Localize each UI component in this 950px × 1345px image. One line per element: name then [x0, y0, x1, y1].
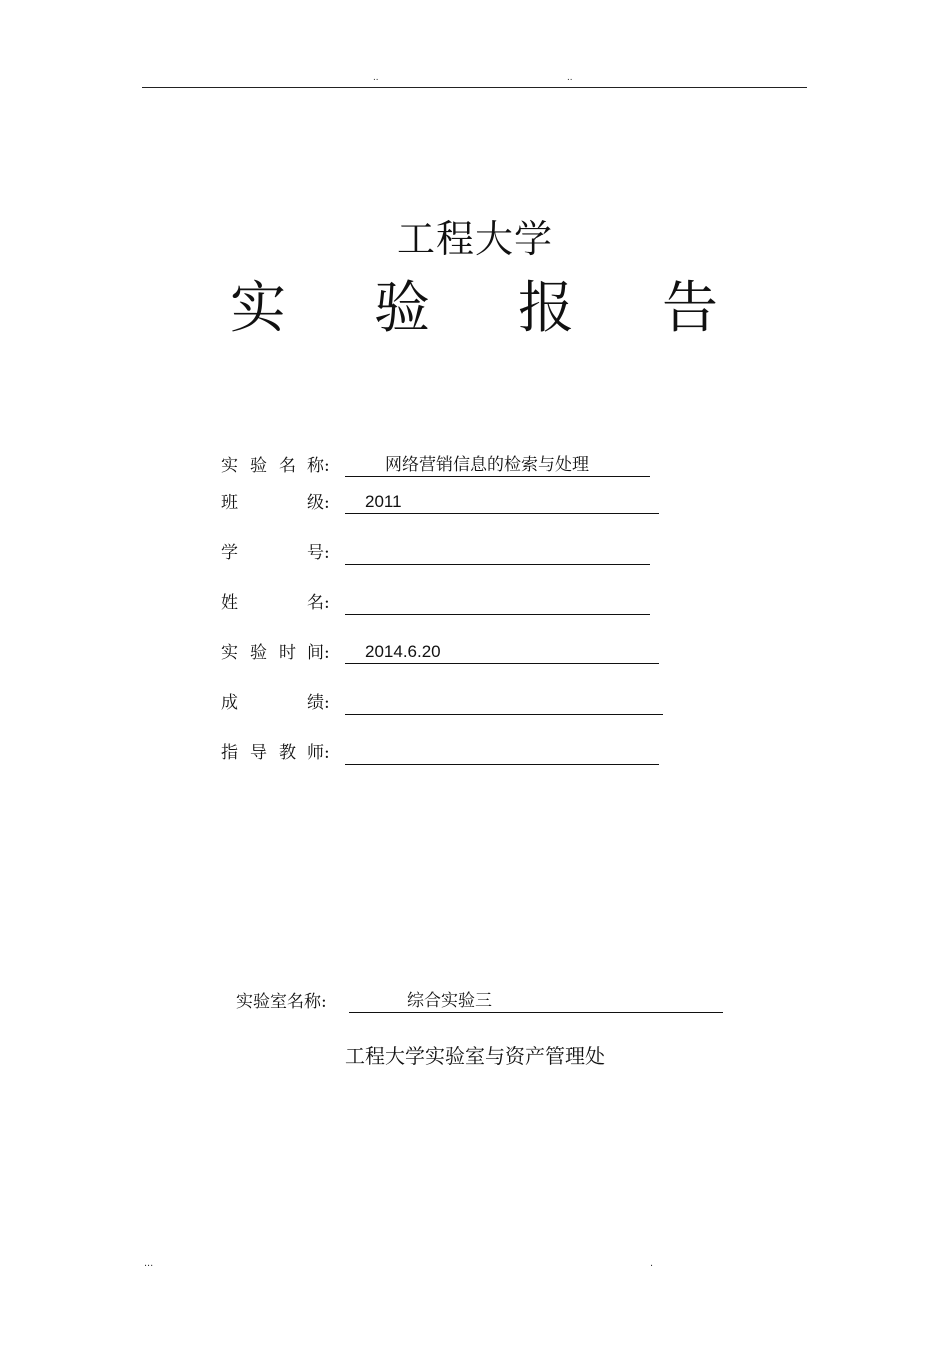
grade-field — [345, 690, 663, 715]
label-char: 名 — [279, 456, 296, 476]
label-char: 学 — [221, 543, 238, 563]
label-char: 班 — [221, 493, 238, 513]
report-title-char-2: 验 — [374, 276, 430, 341]
label-char: 时 — [279, 643, 296, 663]
label-char: 师: — [307, 743, 330, 763]
university-title: 工程大学 — [396, 217, 553, 261]
label-char: 号: — [307, 543, 330, 563]
experiment-name-field: 网络营销信息的检索与处理 — [345, 453, 650, 477]
name-field — [345, 590, 650, 615]
report-title-char-4: 告 — [662, 276, 718, 341]
grade-label — [221, 690, 333, 716]
label-char: 级: — [307, 493, 330, 513]
office-name: 工程大学实验室与资产管理处 — [345, 1044, 605, 1068]
student-id-field — [345, 540, 650, 565]
label-char: 实 — [221, 643, 238, 663]
instructor-field — [345, 740, 659, 765]
experiment-time-label — [221, 640, 333, 666]
label-char: 教 — [279, 743, 296, 763]
label-char: 姓 — [221, 593, 238, 613]
report-title — [0, 276, 950, 346]
label-char: 成 — [221, 693, 238, 713]
experiment-name-label — [221, 453, 333, 479]
label-char: 验 — [250, 643, 267, 663]
report-title-char-3: 报 — [518, 276, 574, 341]
header-mark-right: .. — [567, 72, 573, 83]
label-char: 实 — [221, 456, 238, 476]
label-char: 验 — [250, 456, 267, 476]
report-title-char-1: 实 — [230, 276, 286, 341]
header-mark-left: .. — [373, 72, 379, 83]
class-label — [221, 490, 333, 516]
footer-mark-left: ... — [144, 1257, 154, 1269]
label-char: 名: — [307, 593, 330, 613]
lab-name-label: 实验室名称: — [236, 992, 327, 1012]
lab-name-field: 综合实验三 — [349, 989, 723, 1013]
label-char: 导 — [250, 743, 267, 763]
instructor-label — [221, 740, 333, 766]
experiment-time-field: 2014.6.20 — [345, 640, 659, 664]
footer-mark-right: . — [650, 1257, 654, 1269]
label-char: 称: — [307, 456, 330, 476]
name-label — [221, 590, 333, 616]
label-char: 间: — [307, 643, 330, 663]
label-char: 指 — [221, 743, 238, 763]
label-char: 绩: — [307, 693, 330, 713]
header-rule — [142, 87, 807, 88]
student-id-label — [221, 540, 333, 566]
class-field: 2011 — [345, 490, 659, 514]
